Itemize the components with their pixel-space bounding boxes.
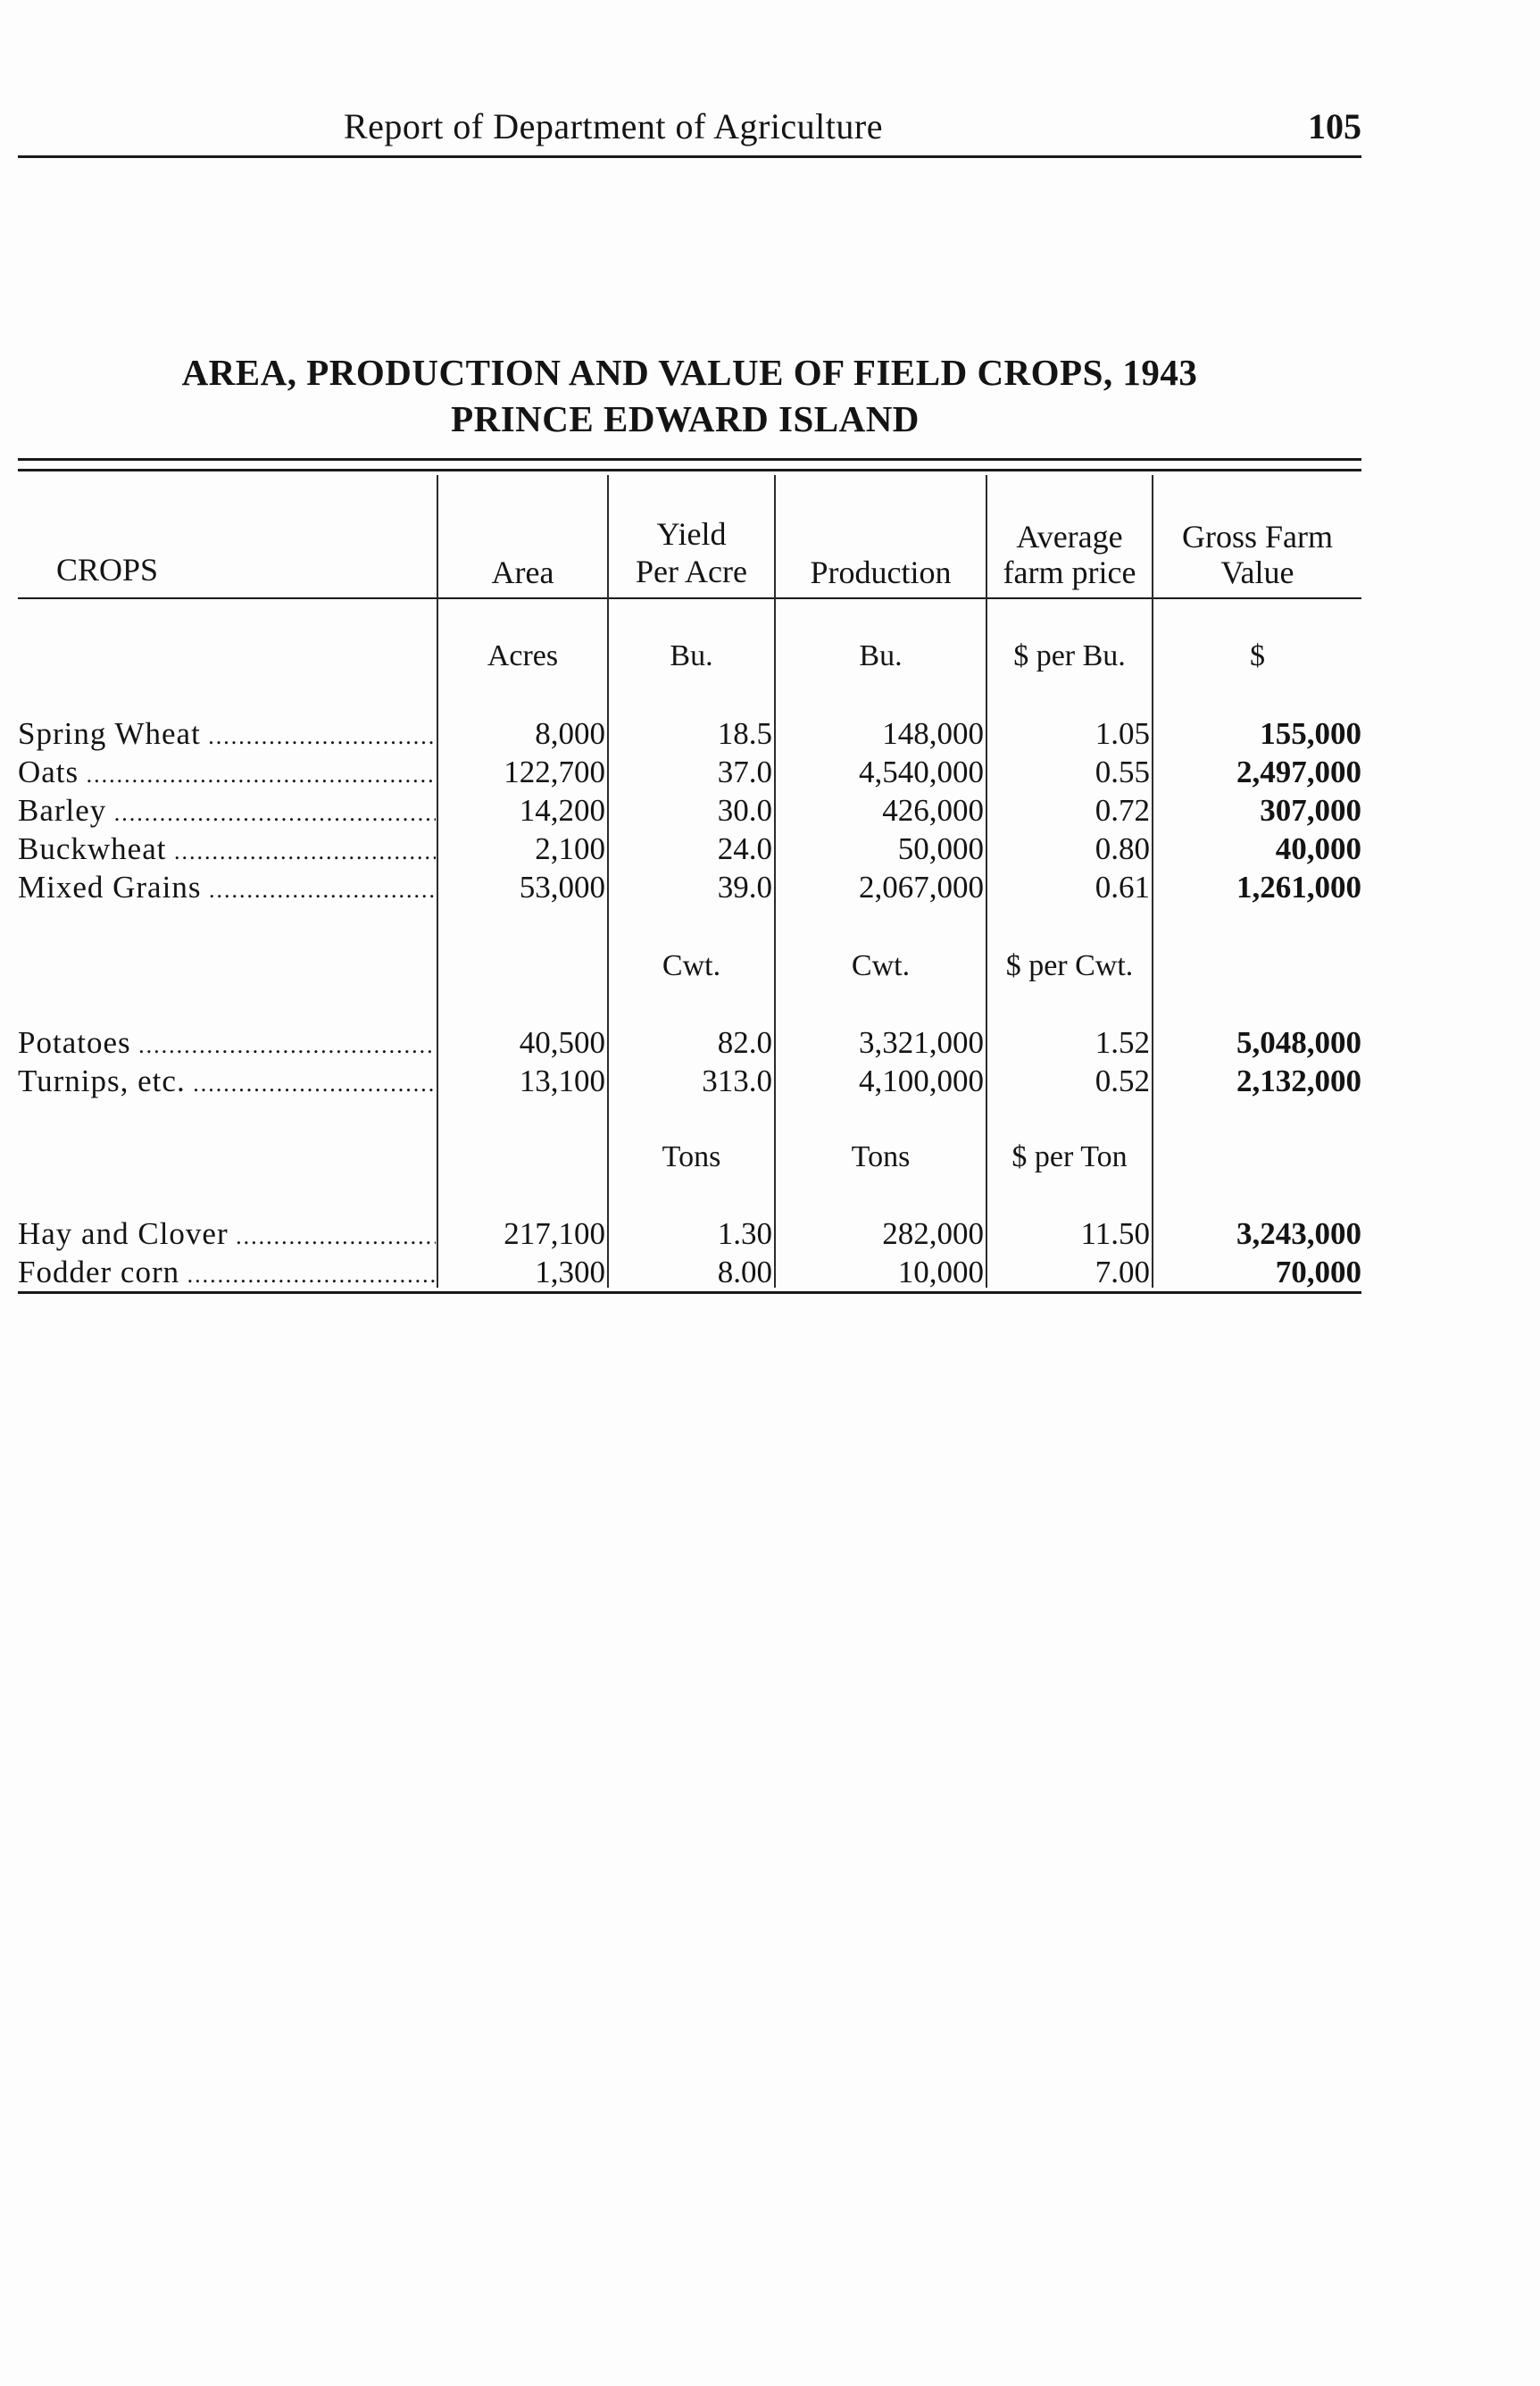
unit-price: $ per Ton xyxy=(1011,1140,1128,1173)
unit-yield: Cwt. xyxy=(662,949,721,982)
crop-name: Spring Wheat ..... xyxy=(18,716,436,752)
yield-value: 30.0 xyxy=(717,793,772,828)
gross-value: 3,243,000 xyxy=(1236,1216,1361,1251)
yield-value: 37.0 xyxy=(717,755,772,789)
price-value: 0.55 xyxy=(1095,755,1150,789)
title-line-2: PRINCE EDWARD ISLAND xyxy=(451,398,920,439)
top-double-rule-upper xyxy=(18,458,1361,461)
production-value: 148,000 xyxy=(882,716,984,751)
price-value: 0.72 xyxy=(1095,793,1150,828)
production-value: 4,540,000 xyxy=(859,755,984,789)
production-value: 282,000 xyxy=(882,1216,984,1251)
gross-value: 307,000 xyxy=(1260,793,1361,828)
area-value: 14,200 xyxy=(519,793,605,828)
area-value: 53,000 xyxy=(519,870,605,905)
gross-value: 2,497,000 xyxy=(1236,755,1361,789)
area-value: 122,700 xyxy=(504,755,605,789)
unit-yield: Tons xyxy=(662,1140,721,1173)
column-header-value-2: Value xyxy=(1220,555,1294,590)
production-value: 2,067,000 xyxy=(859,870,984,905)
price-value: 0.52 xyxy=(1095,1064,1150,1098)
production-value: 10,000 xyxy=(897,1255,984,1289)
bottom-rule xyxy=(18,1291,1361,1294)
yield-value: 313.0 xyxy=(702,1064,772,1098)
area-value: 217,100 xyxy=(504,1216,605,1251)
production-value: 50,000 xyxy=(897,831,984,866)
title-line-1: AREA, PRODUCTION AND VALUE OF FIELD CROPS, 1943 xyxy=(181,352,1198,393)
gross-value: 5,048,000 xyxy=(1236,1025,1361,1060)
yield-value: 82.0 xyxy=(717,1025,772,1060)
yield-value: 39.0 xyxy=(717,870,772,905)
unit-production: Cwt. xyxy=(851,949,911,982)
gross-value: 2,132,000 xyxy=(1236,1064,1361,1098)
area-value: 8,000 xyxy=(535,716,605,751)
yield-value: 8.00 xyxy=(717,1255,772,1289)
production-value: 3,321,000 xyxy=(859,1025,984,1060)
crop-name: Fodder corn ..... xyxy=(18,1255,436,1290)
unit-production: Tons xyxy=(851,1140,911,1173)
page-number: 105 xyxy=(1308,106,1361,146)
gross-value: 70,000 xyxy=(1275,1255,1361,1289)
column-header-price-2: farm price xyxy=(1003,555,1136,590)
unit-yield: Bu. xyxy=(670,639,713,672)
header-rule xyxy=(18,597,1361,599)
area-value: 40,500 xyxy=(519,1025,605,1060)
gross-value: 155,000 xyxy=(1260,716,1361,751)
price-value: 1.52 xyxy=(1095,1025,1150,1060)
production-value: 426,000 xyxy=(882,793,984,828)
crop-name: Mixed Grains ..... xyxy=(18,870,436,905)
crop-name: Oats ..... xyxy=(18,755,436,790)
price-value: 7.00 xyxy=(1095,1255,1150,1289)
column-header-crops: CROPS xyxy=(55,552,159,588)
unit-area: Acres xyxy=(487,639,559,672)
yield-value: 18.5 xyxy=(717,716,772,751)
price-value: 0.80 xyxy=(1095,831,1150,866)
area-value: 1,300 xyxy=(535,1255,605,1289)
gross-value: 40,000 xyxy=(1275,831,1361,866)
crop-name: Hay and Clover ..... xyxy=(18,1216,436,1252)
area-value: 2,100 xyxy=(535,831,605,866)
top-double-rule-lower xyxy=(18,469,1361,471)
column-header-yield-2: Per Acre xyxy=(636,554,747,589)
column-header-yield-1: Yield xyxy=(656,516,727,552)
crop-name: Turnips, etc. ..... xyxy=(18,1064,436,1099)
yield-value: 1.30 xyxy=(717,1216,772,1251)
crop-name: Buckwheat ..... xyxy=(18,831,436,867)
column-header-value-1: Gross Farm xyxy=(1182,519,1333,555)
unit-value: $ xyxy=(1250,639,1265,672)
production-value: 4,100,000 xyxy=(859,1064,984,1098)
unit-price: $ per Bu. xyxy=(1013,639,1126,672)
running-header xyxy=(18,100,1361,158)
yield-value: 24.0 xyxy=(717,831,772,866)
column-header-price-1: Average xyxy=(1016,519,1123,555)
crop-name: Barley ..... xyxy=(18,793,436,829)
price-value: 11.50 xyxy=(1080,1216,1150,1251)
area-value: 13,100 xyxy=(519,1064,605,1098)
price-value: 1.05 xyxy=(1095,716,1150,751)
unit-price: $ per Cwt. xyxy=(1005,949,1134,982)
price-value: 0.61 xyxy=(1095,870,1150,905)
unit-production: Bu. xyxy=(859,639,903,672)
gross-value: 1,261,000 xyxy=(1236,870,1361,905)
column-header-production: Production xyxy=(810,555,952,590)
running-title: Report of Department of Agriculture xyxy=(344,106,883,146)
crop-name: Potatoes ..... xyxy=(18,1025,436,1061)
column-header-area: Area xyxy=(491,555,554,590)
